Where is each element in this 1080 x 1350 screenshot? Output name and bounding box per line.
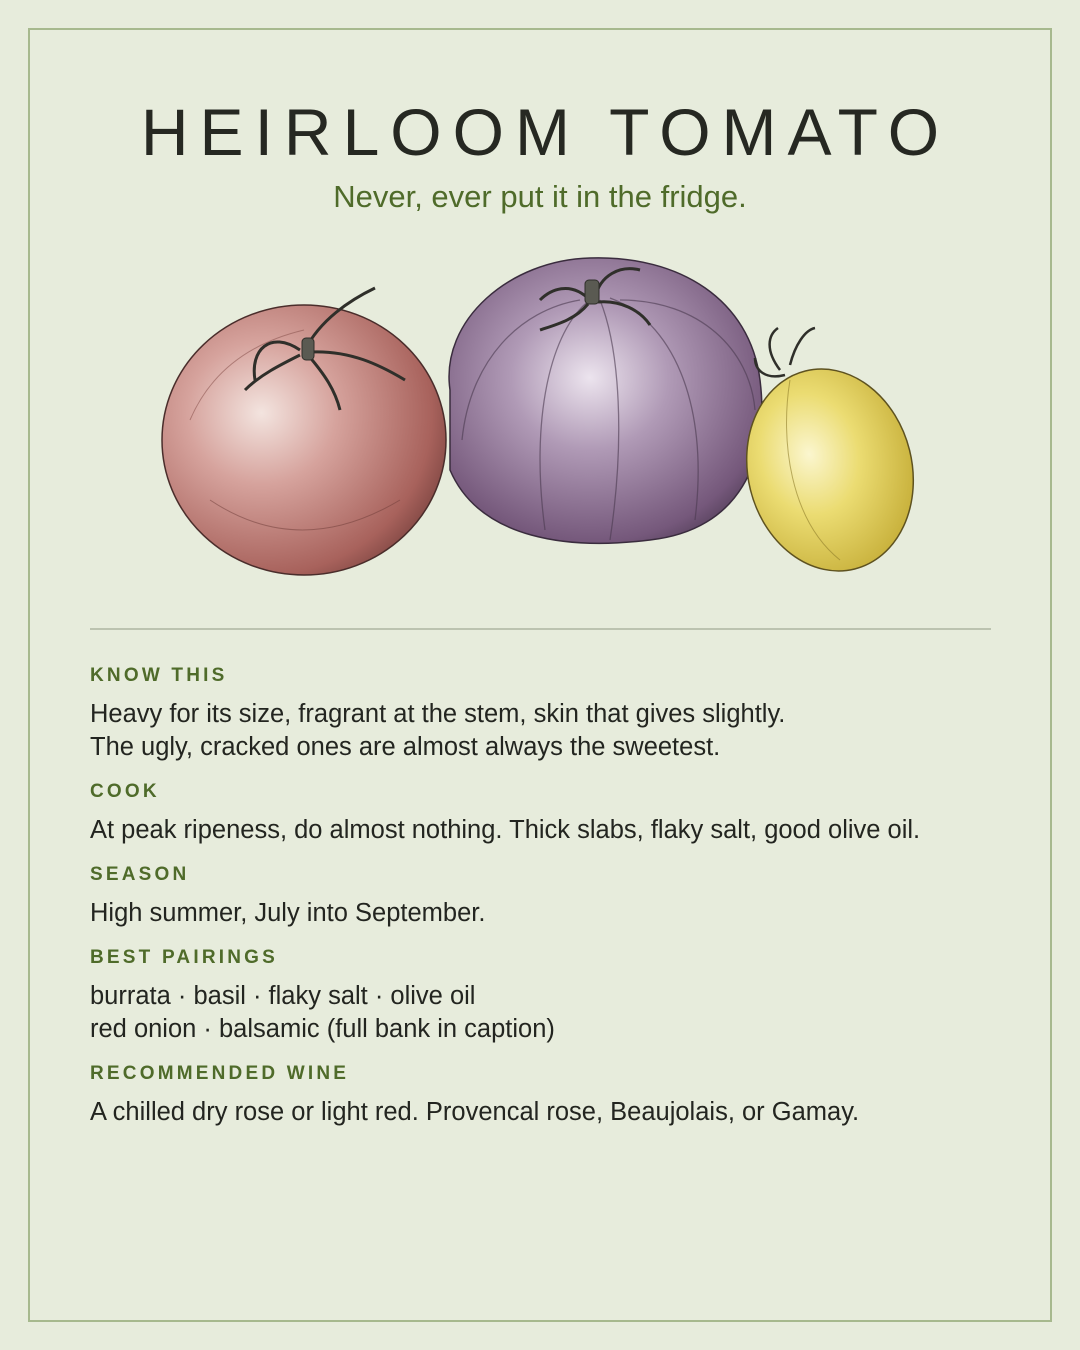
know-this-label: KNOW THIS xyxy=(90,665,228,686)
wine-line: A chilled dry rose or light red. Provencal rose, Beaujolais, or Gamay. xyxy=(90,1098,860,1126)
section-know-this xyxy=(90,664,1010,764)
red-tomato xyxy=(162,288,446,575)
purple-tomato xyxy=(449,258,762,543)
pairings-line: burrata · basil · flaky salt · olive oil xyxy=(90,982,476,1010)
know-this-line: Heavy for its size, fragrant at the stem, skin that gives slightly. xyxy=(90,700,786,728)
know-this-line: The ugly, cracked ones are almost always the sweetest. xyxy=(90,733,721,761)
section-season xyxy=(90,863,1010,930)
season-label: SEASON xyxy=(90,864,190,885)
cook-line: At peak ripeness, do almost nothing. Thick slabs, flaky salt, good olive oil. xyxy=(90,816,921,844)
page-subtitle: Never, ever put it in the fridge. xyxy=(333,179,747,214)
page-title: HEIRLOOM TOMATO xyxy=(140,95,951,169)
season-line: High summer, July into September. xyxy=(90,899,486,927)
section-cook xyxy=(90,780,1010,847)
yellow-tomato xyxy=(726,328,930,589)
section-best-pairings xyxy=(90,946,1010,1046)
divider xyxy=(90,628,991,630)
pairings-label: BEST PAIRINGS xyxy=(90,947,278,968)
cook-label: COOK xyxy=(90,781,160,802)
tomato-illustration xyxy=(150,240,930,590)
wine-label: RECOMMENDED WINE xyxy=(90,1063,350,1084)
pairings-line: red onion · balsamic (full bank in caption) xyxy=(90,1015,555,1043)
section-recommended-wine xyxy=(90,1062,1010,1129)
